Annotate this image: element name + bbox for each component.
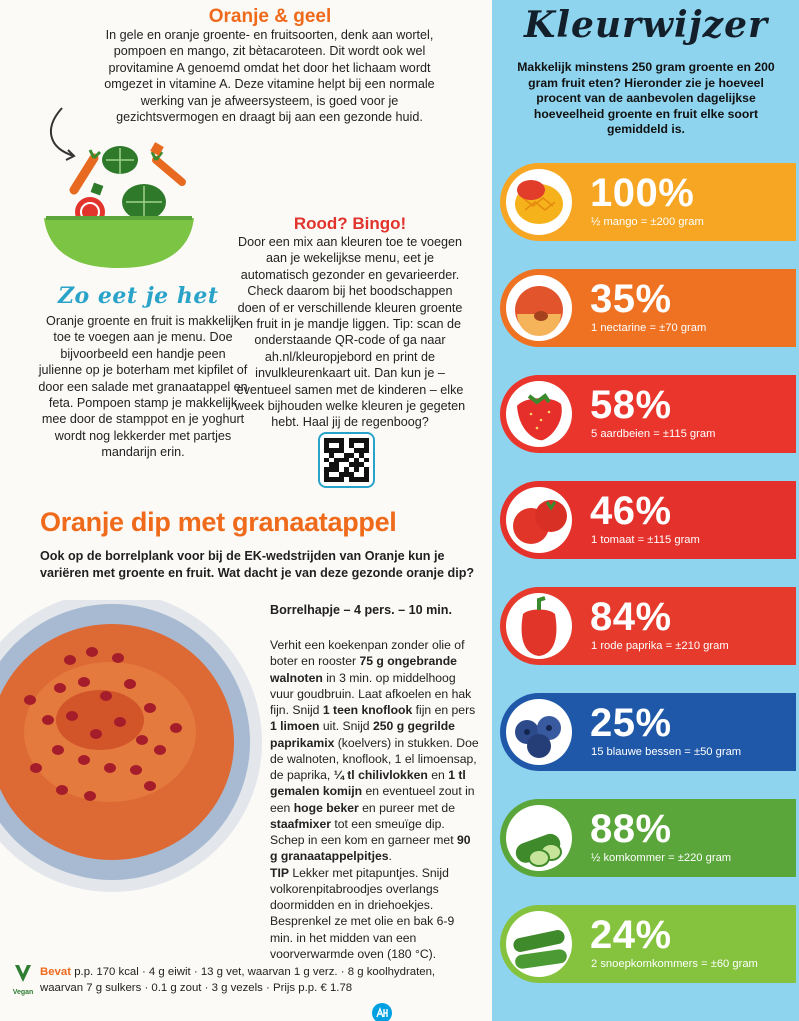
recipe-method (270, 637, 480, 962)
section-body-oranje-geel: In gele en oranje groente- en fruitsoorten, denk aan wortel, pompoen en mango, zit bètacaroteen. Dit wordt ook wel provitamine A genoemd omdat het door het lichaam wordt omgezet in vitamine A. Deze vitamine helpt bij een normale werking van je afweersysteem, is goed voor je gezichtsvermogen en draagt bij aan een gezonde huid. (104, 28, 435, 125)
ah-logo-icon (372, 1003, 392, 1021)
pomegranate-seed (124, 679, 136, 689)
kleurwijzer-row (500, 799, 796, 877)
nutrition-values: p.p. 170 kcal · 4 g eiwit · 13 g vet, waarvan 1 g verz. · 8 g koolhydraten, waarvan 7 g sulkers · 0.1 g zout · 3 g vezels · Prijs p.p. € 1.78 (40, 966, 436, 994)
section-title-rood-bingo: Rood? Bingo! (293, 214, 407, 233)
recipe-step-text: . (388, 849, 392, 864)
mango-icon (508, 172, 570, 234)
recipe-step-text: (koelvers) in stukken. Doe de walnoten, knoflook, 1 el limoensap, de paprika, (270, 735, 479, 782)
kleurwijzer-row (500, 269, 796, 347)
section-title-zo-eet-je-het: Zo eet je het (58, 283, 219, 309)
recipe-step-text: en pureer met de (358, 800, 455, 815)
recipe-ingredient: 250 g gegrilde paprikamix (270, 719, 455, 750)
blueberries-icon (508, 702, 570, 764)
pomegranate-seed (136, 735, 148, 745)
salad-bowl-illustration (34, 98, 204, 273)
dip-bowl-photo (0, 600, 262, 900)
pomegranate-seed (66, 711, 78, 721)
kleurwijzer-amount: 2 snoepkomkommers = ±60 gram (591, 958, 758, 970)
kleurwijzer-percentage: 88% (590, 807, 672, 851)
vegan-v-icon (12, 962, 34, 984)
qr-code[interactable] (318, 432, 375, 488)
recipe-tip: Lekker met pitapuntjes. Snijd volkorenpitabroodjes overlangs doormidden en in driehoekjes. Besprenkel ze met olie en bak 6-9 min. in het midden van een voorverwarmde oven (180 °C). (270, 865, 455, 961)
nectarine-icon (508, 278, 570, 340)
recipe-ingredient: 1 teen knoflook (322, 703, 413, 717)
nutrition-info (40, 964, 480, 996)
kleurwijzer-percentage: 100% (590, 171, 695, 215)
recipe-ingredient: hoge beker (293, 800, 359, 815)
kleurwijzer-amount: 5 aardbeien = ±115 gram (591, 428, 716, 440)
pomegranate-seed (144, 781, 156, 791)
recipe-title: Oranje dip met granaatappel (40, 507, 397, 537)
kleurwijzer-amount: 1 nectarine = ±70 gram (591, 322, 707, 334)
recipe-step-text: en (427, 768, 449, 782)
section-body-rood-bingo: Door een mix aan kleuren toe te voegen aan je wekelijkse menu, eet je automatisch gezonder en gevarieerder. Check daarom bij het boodschappen doen of er verschillende kleuren groente en fruit in je mandje liggen. Tip: scan de onderstaande QR-code of ga naar ah.nl/kleuropjebord en print de invulkleurenkaart uit. Dan kun je – eventueel samen met de kinderen – elke week bijhouden welke kleuren je gegeten hebt. Haal jij de regenboog? (234, 235, 466, 430)
pomegranate-seed (64, 655, 76, 665)
kleurwijzer-percentage: 58% (590, 383, 672, 427)
pomegranate-seed (100, 691, 112, 701)
recipe-step-text: uit. Snijd (319, 719, 373, 734)
kleurwijzer-percentage: 35% (590, 277, 672, 321)
pomegranate-seed (56, 785, 68, 795)
pomegranate-seed (144, 703, 156, 713)
vegan-label: Vegan (12, 989, 34, 996)
recipe-intro: Ook op de borrelplank voor bij de EK-wedstrijden van Oranje kun je variëren met groente en fruit. Wat dacht je van deze gezonde oranje dip? (40, 549, 475, 580)
kleurwijzer-amount: ½ mango = ±200 gram (591, 216, 704, 228)
recipe-ingredient: 1 limoen (270, 719, 320, 734)
kleurwijzer-row (500, 163, 796, 241)
kleurwijzer-amount: 15 blauwe bessen = ±50 gram (591, 746, 742, 758)
kleurwijzer-row (500, 693, 796, 771)
recipe-ingredient: 75 g ongebrande walnoten (270, 654, 457, 685)
pomegranate-seed (84, 791, 96, 801)
recipe-step-text: in 3 min. op middelhoog vuur goudbruin. Laat afkoelen en hak fijn. Snijd (270, 670, 472, 717)
recipe-ingredient: 90 g granaatappelpitjes (270, 833, 471, 864)
kleurwijzer-row (500, 375, 796, 453)
pomegranate-seed (78, 677, 90, 687)
pomegranate-seed (130, 765, 142, 775)
kleurwijzer-amount: 1 tomaat = ±115 gram (591, 534, 700, 546)
mini-cucumber-icon (508, 914, 570, 976)
pomegranate-seed (114, 717, 126, 727)
kleurwijzer-row (500, 905, 796, 983)
kleurwijzer-row (500, 481, 796, 559)
pomegranate-seed (52, 745, 64, 755)
pomegranate-seed (170, 723, 182, 733)
bell-pepper-icon (508, 596, 570, 658)
recipe-step-text: en eventueel zout in een (270, 784, 475, 815)
pomegranate-seed (104, 763, 116, 773)
recipe-ingredient: 1 tl gemalen komijn (270, 768, 466, 799)
section-body-zo-eet-je-het: Oranje groente en fruit is makkelijk toe te voegen aan je menu. Doe bijvoorbeeld een handje peen julienne op je boterham met kipfilet of door een salade met granaatappel en feta. Pompoen stamp je makkelijk mee door de stamppot en je yoghurt wordt nog lekkerder met partjes mandarijn erin. (38, 314, 248, 460)
tomato-icon (508, 490, 570, 552)
kleurwijzer-row (500, 587, 796, 665)
recipe-meta: Borrelhapje – 4 pers. – 10 min. (270, 603, 452, 617)
recipe-ingredient: staafmixer (270, 816, 331, 831)
kleurwijzer-percentage: 25% (590, 701, 672, 745)
section-title-oranje-geel: Oranje & geel (208, 6, 332, 27)
pomegranate-seed (86, 647, 98, 657)
kleurwijzer-percentage: 46% (590, 489, 672, 533)
pomegranate-seed (42, 715, 54, 725)
recipe-steps (270, 638, 479, 863)
vegan-badge (12, 962, 34, 996)
pomegranate-seed (112, 653, 124, 663)
strawberry-icon (508, 384, 570, 446)
pomegranate-seed (30, 763, 42, 773)
pomegranate-seed (78, 755, 90, 765)
recipe-tip-label: TIP (270, 865, 289, 880)
pomegranate-seed (24, 695, 36, 705)
recipe-step-text: tot een smeuïge dip. Schep in een kom en garneer met (270, 816, 457, 847)
kleurwijzer-amount: ½ komkommer = ±220 gram (591, 852, 732, 864)
recipe-step-text: fijn en pers (412, 703, 476, 717)
kleurwijzer-amount: 1 rode paprika = ±210 gram (591, 640, 729, 652)
pomegranate-seed (90, 729, 102, 739)
kleurwijzer-percentage: 24% (590, 913, 672, 957)
cucumber-icon (508, 808, 570, 870)
recipe-step-text: Verhit een koekenpan zonder olie of boter en rooster (270, 638, 465, 669)
nutrition-label: Bevat (40, 966, 72, 978)
kleurwijzer-intro: Makkelijk minstens 250 gram groente en 200 gram fruit eten? Hieronder zie je hoeveel procent van de aanbevolen dagelijkse hoeveelheid groente en fruit elke soort gemiddeld is. (517, 60, 775, 137)
pomegranate-seed (54, 683, 66, 693)
kleurwijzer-title: Kleurwijzer (523, 4, 768, 46)
recipe-ingredient: ¼ tl chilivlokken (333, 768, 428, 782)
pomegranate-seed (154, 745, 166, 755)
kleurwijzer-percentage: 84% (590, 595, 672, 639)
